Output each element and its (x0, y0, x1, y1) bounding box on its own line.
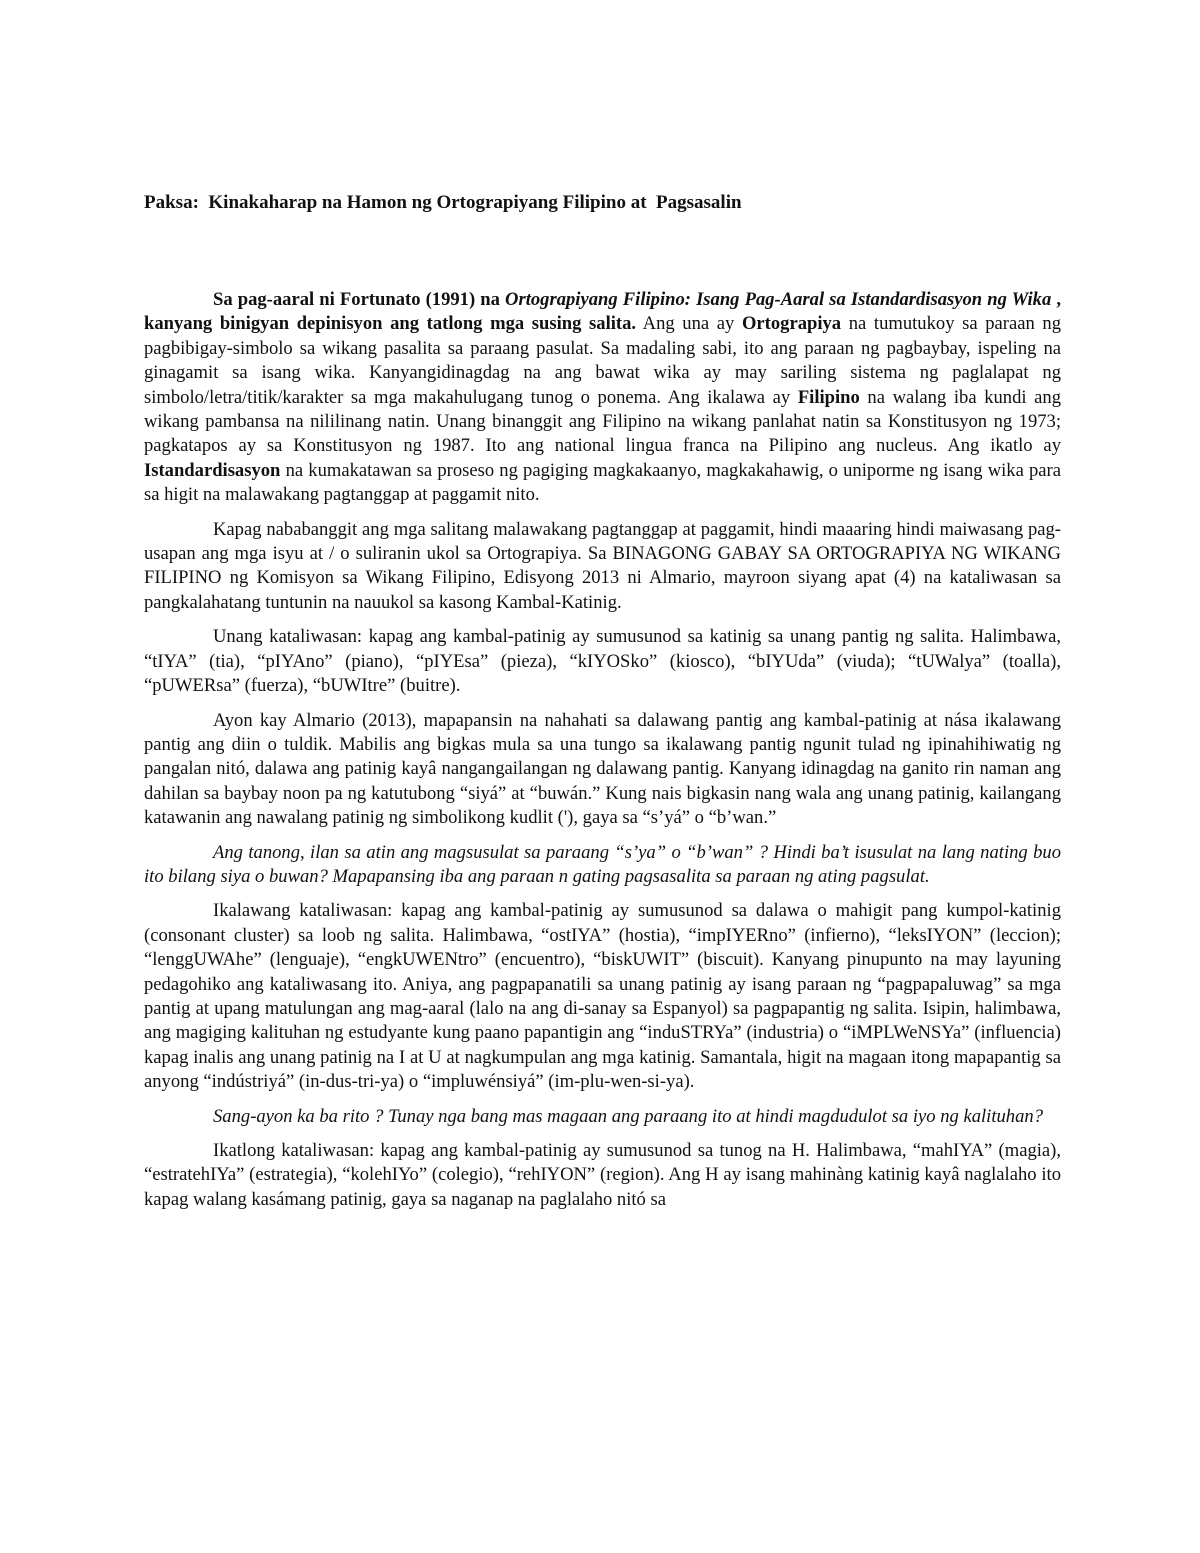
paragraph-definitions-text-2: na tumutukoy sa paraan ng pagbibigay-simbolo sa wikang pasalita sa paraang pasulat. Sa madaling sabi, ito ang paraan ng pagbaybay, ispeling na ginagamit sa isang wika. Kanyangidinagdag na ang bawat wika ay may sariling sistema ng paglalapat ng simbolo/letra/titik/karakter sa mga makahulugang tunog o ponema. Ang ikalawa ay (144, 313, 1061, 408)
paragraph-second-exception: Ikalawang kataliwasan: kapag ang kambal-patinig ay sumusunod sa dalawa o mahigit pang kumpol-katinig (consonant cluster) sa loob ng salita. Halimbawa, “ostIYA” (hostia), “impIYERno” (infierno), “leksIYON” (leccion); “lenggUWAhe” (lenguaje), “engkUWENtro” (encuentro), “biskUWIT” (biscuit). Kanyang pinupunto na may layuning pedagohiko ang kataliwasang ito. Aniya, ang pagpapanatili sa unang patinig ay isang paraan ng “pagpapaluwag” sa mga pantig at upang matulungan ang mag-aaral (lalo na ang di-sanay sa Espanyol) sa pagpapantig ng salita. Isipin, halimbawa, ang magiging kalituhan ng estudyante kung paano papantigin ang “induSTRYa” (industria) o “iMPLWeNSYa” (influencia) kapag inalis ang unang patinig na I at U at nagkumpulan ang mga katinig. Samantala, higit na magaan itong mapapantig sa anyong “indústriyá” (in-dus-tri-ya) o “impluwénsiyá” (im-plu-wen-si-ya). (144, 900, 1061, 1093)
paragraph-definitions (144, 288, 1061, 508)
document-topic-heading: Paksa: Kinakaharap na Hamon ng Ortograpiyang Filipino at Pagsasalin (144, 192, 742, 213)
paragraph-definitions-lead: , kanyang binigyan depinisyon ang tatlong mga susing salita. (144, 289, 1062, 335)
book-title: Ortograpiyang Filipino: Isang Pag-Aaral sa Istandardisasyon ng Wika (505, 289, 1052, 310)
paragraph-first-exception: Unang kataliwasan: kapag ang kambal-patinig ay sumusunod sa katinig sa unang pantig ng salita. Halimbawa, “tIYA” (tia), “pIYAno” (piano), “pIYEsa” (pieza), “kIYOSko” (kiosco), “bIYUda” (viuda); “tUWalya” (toalla), “pUWERsa” (fuerza), “bUWItre” (buitre). (144, 626, 1061, 697)
paragraph-issues: Kapag nababanggit ang mga salitang malawakang pagtanggap at paggamit, hindi maaaring hindi maiwasang pag-usapan ang mga isyu at / o suliranin ukol sa Ortograpiya. Sa BINAGONG GABAY SA ORTOGRAPIYA NG WIKANG FILIPINO ng Komisyon sa Wikang Filipino, Edisyong 2013 ni Almario, mayroon siyang apat (4) na kataliwasan sa pangkalahatang tuntunin na nauukol sa kasong Kambal-Katinig. (144, 518, 1061, 613)
document-body (144, 288, 1061, 1222)
paragraph-almario: Ayon kay Almario (2013), mapapansin na nahahati sa dalawang pantig ang kambal-patinig at nása ikalawang pantig ang diin o tuldik. Mabilis ang bigkas mula sa una tungo sa ikalawang pantig ngunit tulad ng ipinahihiwatig ng pangalan nitó, dalawa ang patinig kayâ nangangailangan ng dalawang pantig. Kanyang idinagdag na ganito rin naman ang dahilan sa baybay noon pa ng katutubong “siyá” at “buwán.” Kung nais bigkasin nang wala ang unang patinig, kailangang katawanin ang nawalang patinig ng simbolikong kudlit ('), gaya sa “s’yá” o “b’wan.” (144, 709, 1061, 829)
term-istandardisasyon: Istandardisasyon (144, 459, 281, 481)
term-ortograpiya: Ortograpiya (741, 313, 842, 335)
paragraph-definitions-text-1: Ang una ay (636, 313, 742, 335)
paragraph-definitions-text-4: na kumakatawan sa proseso ng pagiging magkakaanyo, magkakahawig, o uniporme ng isang wika para sa higit na malawakang pagtanggap at paggamit nito. (144, 459, 1061, 506)
paragraph-third-exception: Ikatlong kataliwasan: kapag ang kambal-patinig ay sumusunod sa tunog na H. Halimbawa, “mahIYA” (magia), “estratehIYa” (estrategia), “kolehIYo” (colegio), “rehIYON” (region). Ang H ay isang mahinàng katinig kayâ naglalaho ito kapag walang kasámang patinig, gaya sa naganap na paglalaho nitó sa (144, 1140, 1061, 1210)
paragraph-question-1: Ang tanong, ilan sa atin ang magsusulat sa paraang “s’ya” o “b’wan” ? Hindi ba’t isusulat na lang nating buo ito bilang siya o buwan? Mapapansing iba ang paraan n gating pagsasalita sa paraan ng ating pagsulat. (144, 841, 1061, 887)
term-filipino: Filipino (797, 386, 860, 408)
paragraph-definitions-text-3: na walang iba kundi ang wikang pambansa na nililinang natin. Unang binanggit ang Filipino na wikang panlahat natin sa Konstitusyon ng 1973; pagkatapos ay sa Konstitusyon ng 1987. Ito ang national lingua franca na Pilipino ang nucleus. Ang ikatlo ay (144, 386, 1061, 457)
paragraph-definitions-intro: Sa pag-aaral ni Fortunato (1991) na (213, 289, 506, 310)
paragraph-question-2: Sang-ayon ka ba rito ? Tunay nga bang mas magaan ang paraang ito at hindi magdudulot sa iyo ng kalituhan? (213, 1105, 1043, 1127)
